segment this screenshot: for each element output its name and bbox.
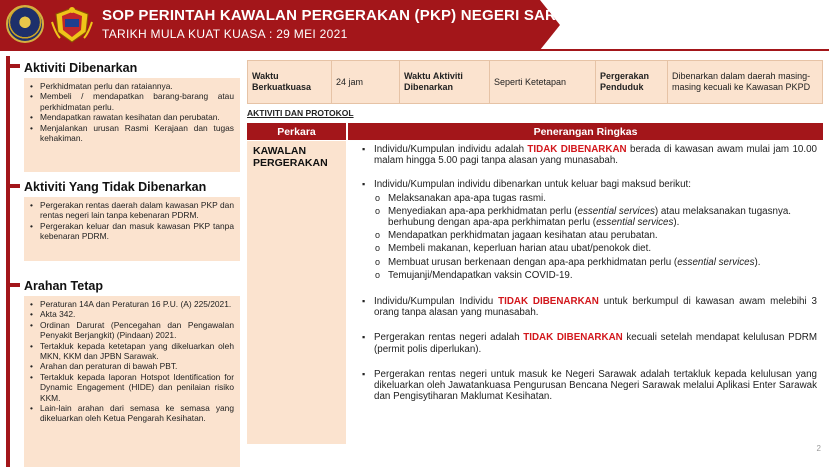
section-label: AKTIVITI DAN PROTOKOL — [247, 108, 354, 118]
aktiviti-label: Waktu Aktiviti Dibenarkan — [400, 61, 490, 103]
row-label-line: KAWALAN — [253, 145, 307, 157]
list-item: • Akta 342. — [30, 309, 234, 319]
page-title: SOP PERINTAH KAWALAN PERGERAKAN (PKP) NEGERI SARAWAK — [102, 7, 602, 24]
sub-item: o Menyediakan apa-apa perkhidmatan perlu (essential services) atau melaksanakan tugasnya. berhubung dengan apa-apa perkhimatan perlu (essential services). — [362, 206, 817, 228]
list-item: • Peraturan 14A dan Peraturan 16 P.U. (A) 225/2021. — [30, 299, 234, 309]
description-cell — [348, 141, 823, 444]
directives-panel — [24, 296, 240, 467]
police-emblem-icon — [6, 5, 44, 43]
pergerakan-value: Dibenarkan dalam daerah masing-masing kecuali ke Kawasan PKPD — [672, 71, 811, 92]
list-item: • Ordinan Darurat (Pencegahan dan Pengawalan Penyakit Berjangkit) (Pindaan) 2021. — [30, 320, 234, 341]
timeline-marker — [6, 184, 20, 188]
row-label-cell — [247, 141, 346, 444]
sub-item: o Temujanji/Mendapatkan vaksin COVID-19. — [362, 270, 817, 281]
bullet-item: ▪ Pergerakan rentas negeri untuk masuk ke Negeri Sarawak adalah tertakluk kepada kelulusan yang dikeluarkan oleh Jawatankuasa Pengurusan Bencana Negeri Sarawak melalui Aplikasi Enter Sarawak dan Pengisytiharan Maklumat Kesihatan. — [362, 369, 817, 403]
list-item: • Menjalankan urusan Rasmi Kerajaan dan tugas kehakiman. — [30, 123, 234, 144]
sub-item: o Membeli makanan, keperluan harian atau ubat/penokok diet. — [362, 243, 817, 254]
forbidden-panel — [24, 197, 240, 261]
list-item: • Arahan dan peraturan di bawah PBT. — [30, 361, 234, 371]
coat-of-arms-icon — [50, 4, 94, 46]
sub-item: o Membuat urusan berkenaan dengan apa-apa perkhidmatan perlu (essential services). — [362, 257, 817, 268]
list-item: • Mendapatkan rawatan kesihatan dan perubatan. — [30, 112, 234, 122]
list-item: • Tertakluk kepada laporan Hotspot Identification for Dynamic Engagement (HIDE) dan penilaian risiko KKM. — [30, 372, 234, 403]
table-header — [247, 123, 823, 140]
page-subtitle: TARIKH MULA KUAT KUASA : 29 MEI 2021 — [102, 27, 348, 41]
page-number: 2 — [816, 444, 821, 453]
bullet-item: ▪ Individu/Kumpulan individu adalah TIDAK DIBENARKAN berada di kawasan awam mulai jam 10.00 malam hingga 5.00 pagi tanpa alasan yang munasabah. — [362, 144, 817, 166]
list-item: • Tertakluk kepada ketetapan yang dikeluarkan oleh MKN, KKM dan JPBN Sarawak. — [30, 341, 234, 362]
page-header — [0, 0, 829, 50]
timeline-bar — [6, 56, 10, 467]
alert-text: TIDAK DIBENARKAN — [498, 296, 599, 308]
alert-text: TIDAK DIBENARKAN — [523, 332, 623, 344]
waktu-label: Waktu Berkuatkuasa — [248, 61, 332, 103]
list-item: • Membeli / mendapatkan barang-barang atau perkhidmatan perlu. — [30, 91, 234, 112]
allowed-panel — [24, 78, 240, 172]
directives-title: Arahan Tetap — [24, 279, 103, 293]
list-item: • Lain-lain arahan dari semasa ke semasa yang dikeluarkan oleh Ketua Pengarah Kesihatan. — [30, 403, 234, 424]
alert-text: TIDAK DIBENARKAN — [527, 144, 627, 155]
bullet-item: ▪ Individu/Kumpulan individu dibenarkan untuk keluar bagi maksud berikut: — [362, 179, 817, 190]
aktiviti-value: Seperti Ketetapan — [490, 61, 596, 103]
list-item: • Perkhidmatan perlu dan rataiannya. — [30, 81, 234, 91]
list-item: • Pergerakan keluar dan masuk kawasan PKP tanpa kebenaran PDRM. — [30, 221, 234, 242]
bullet-item: ▪ Pergerakan rentas negeri adalah TIDAK DIBENARKAN kecuali setelah mendapat kelulusan PDRM (permit polis diperlukan). — [362, 332, 817, 354]
col-header-penerangan: Penerangan Ringkas — [533, 125, 638, 138]
pergerakan-label: Pergerakan Penduduk — [596, 61, 668, 103]
waktu-value: 24 jam — [332, 61, 400, 103]
bullet-item: ▪ Individu/Kumpulan Individu TIDAK DIBENARKAN untuk berkumpul di kawasan awam melebihi 3 orang tanpa alasan yang munasabah. — [362, 296, 817, 318]
row-label-line: PERGERAKAN — [253, 157, 328, 169]
header-rule — [0, 49, 829, 51]
sub-item: o Melaksanakan apa-apa tugas rasmi. — [362, 193, 817, 204]
timeline-marker — [6, 64, 20, 68]
allowed-title: Aktiviti Dibenarkan — [24, 61, 138, 75]
info-table — [247, 60, 823, 104]
list-item: • Pergerakan rentas daerah dalam kawasan PKP dan rentas negeri lain tanpa kebenaran PDRM. — [30, 200, 234, 221]
sub-item: o Mendapatkan perkhidmatan jagaan kesihatan atau perubatan. — [362, 230, 817, 241]
table-body — [247, 141, 823, 444]
timeline-marker — [6, 283, 20, 287]
col-header-perkara: Perkara — [277, 125, 316, 138]
forbidden-title: Aktiviti Yang Tidak Dibenarkan — [24, 180, 207, 194]
